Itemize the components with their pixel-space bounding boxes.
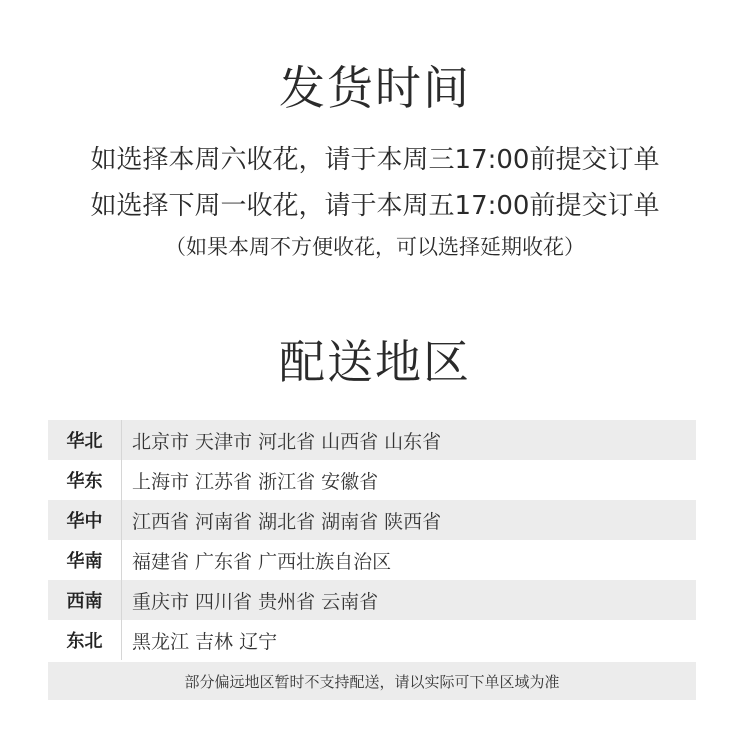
region-row-north-china xyxy=(48,420,696,460)
shipping-time-title: 发货时间 xyxy=(279,61,471,115)
region-row-south-china xyxy=(48,540,696,580)
region-provinces: 重庆市 四川省 贵州省 云南省 xyxy=(132,590,379,613)
region-name: 华东 xyxy=(48,460,122,500)
region-provinces: 北京市 天津市 河北省 山西省 山东省 xyxy=(132,430,442,453)
region-provinces: 福建省 广东省 广西壮族自治区 xyxy=(132,550,392,573)
region-name: 华中 xyxy=(48,500,122,540)
region-provinces: 江西省 河南省 湖北省 湖南省 陕西省 xyxy=(132,510,442,533)
region-row-east-china xyxy=(48,460,696,500)
region-row-central-china xyxy=(48,500,696,540)
delivery-area-title: 配送地区 xyxy=(279,335,471,389)
delivery-footnote: 部分偏远地区暂时不支持配送，请以实际可下单区域为准 xyxy=(48,662,696,700)
region-name: 华北 xyxy=(48,420,122,460)
region-name: 华南 xyxy=(48,540,122,580)
region-provinces: 上海市 江苏省 浙江省 安徽省 xyxy=(132,470,379,493)
region-name: 东北 xyxy=(48,620,122,660)
shipping-rule-monday: 如选择下周一收花，请于本周五17:00前提交订单 xyxy=(90,191,660,221)
region-provinces: 黑龙江 吉林 辽宁 xyxy=(132,630,278,653)
shipping-rule-saturday: 如选择本周六收花，请于本周三17:00前提交订单 xyxy=(90,145,660,175)
delivery-region-table xyxy=(48,420,696,700)
region-name: 西南 xyxy=(48,580,122,620)
shipping-delay-note: （如果本周不方便收花，可以选择延期收花） xyxy=(165,235,585,259)
region-row-southwest-china xyxy=(48,580,696,620)
region-row-northeast-china xyxy=(48,620,696,660)
